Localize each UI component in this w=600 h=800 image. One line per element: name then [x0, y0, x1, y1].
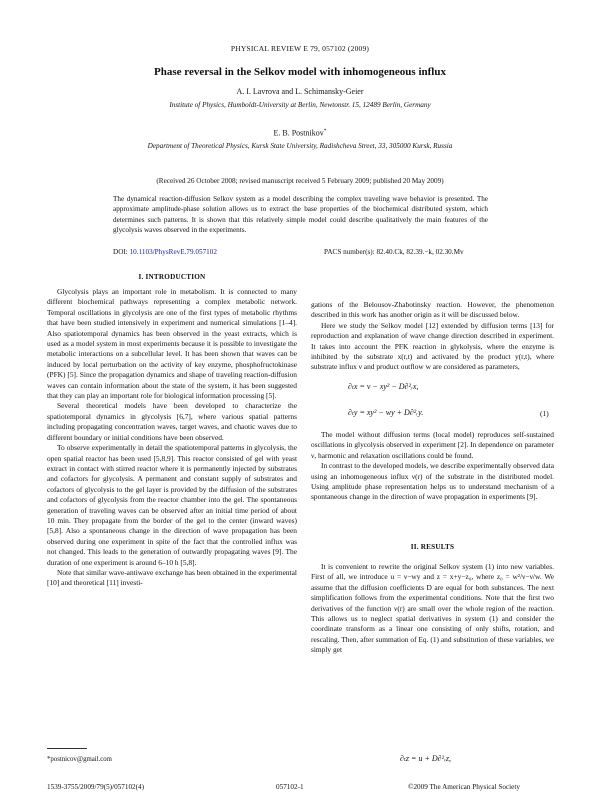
authors-line-2 — [0, 128, 600, 138]
doi-line — [113, 248, 217, 256]
right-column-bottom — [311, 562, 554, 656]
pacs-numbers: PACS number(s): 82.40.Ck, 82.39.−k, 02.30.Mv — [324, 248, 464, 256]
footer-page-number: 057102-1 — [276, 783, 304, 791]
footer-issn: 1539-3755/2009/79(5)/057102(4) — [47, 783, 145, 791]
doi-label: DOI: — [113, 248, 128, 256]
section-heading-introduction: I. INTRODUCTION — [138, 273, 206, 281]
abstract: The dynamical reaction-diffusion Selkov system as a model describing the complex traveling wave behavior is presented. The approximate amplitude-phase solution allows us to extract the base properties of the biochemical distributed system, which determines such patterns. It is shown that this relatively simple model could describe qualitatively the main features of the glycolysis waves observed in the experiments. — [113, 195, 488, 235]
paragraph: In contrast to the developed models, we describe experimentally observed data using an inhomogeneous influx ν(r) of the substrate in the distributed model. Using amplitude phase representation helps us to understand mechanism of a spontaneous change in the direction of wave propagation in experiments [9]. — [311, 461, 554, 502]
paragraph: Here we study the Selkov model [12] extended by diffusion terms [13] for reproduction and explanation of wave change direction described in experiment. It takes into account the PFK reaction in glykolysis, where the enzyme is inhibited by the substrate x(r,t) and activated by the product y(r,t), where substrate influx ν and product outflow w are considered as parameters, — [311, 320, 554, 372]
right-column-top — [311, 300, 554, 373]
equation-1b: ∂ₜy = xy² − wy + D∂²ᵣy. — [348, 408, 424, 417]
paragraph: The model without diffusion terms (local model) reproduces self-sustained oscillations in glycolysis observed in experiment [2]. In dependence on parameter ν, harmonic and relaxation oscillations could be found. — [311, 430, 554, 460]
footnote-rule — [47, 748, 87, 749]
paragraph: Several theoretical models have been developed to characterize the spatiotemporal dynamics in glycolysis [6,7], where various spatial patterns including propagating concentration waves, target waves, and chaotic waves due to different boundary or initial conditions have been observed. — [47, 401, 297, 442]
right-column-middle — [311, 430, 554, 503]
authors-line-1: A. I. Lavrova and L. Schimansky-Geier — [236, 87, 364, 96]
received-dates: (Received 26 October 2008; revised manuscript received 5 February 2009; published 20 May 2009) — [156, 177, 444, 185]
running-head: PHYSICAL REVIEW E 79, 057102 (2009) — [230, 44, 370, 53]
section-heading-results: II. RESULTS — [410, 543, 455, 551]
paragraph: Note that similar wave-antiwave exchange has been obtained in the experimental [10] and theoretical [11] investi- — [47, 567, 297, 588]
doi-link[interactable]: 10.1103/PhysRevE.79.057102 — [129, 248, 217, 256]
affiliation-2: Department of Theoretical Physics, Kursk State University, Radishcheva Street, 33, 305000 Kursk, Russia — [147, 142, 453, 150]
equation-number-1: (1) — [540, 409, 549, 418]
affiliation-1: Institute of Physics, Humboldt-University at Berlin, Newtonstr. 15, 12489 Berlin, Germany — [169, 101, 431, 109]
footer-copyright: ©2009 The American Physical Society — [408, 783, 520, 791]
equation-2: ∂ₜz = u + D∂²ᵣz, — [400, 754, 452, 763]
paragraph: Glycolysis plays an important role in metabolism. It is connected to many different biochemical pathways representing a complex metabolic network. Temporal oscillations in glycolysis are one of the first types of metabolic rhythms that have been studied intensively in experiment and numerical simulations [1–4]. Also spatiotemporal dynamics has been observed in the yeast extracts, which is used as a model system in most experiments because it is possible to investigate the metabolic interactions on a subcellular level. It has been shown that waves can be induced by local perturbation on the activity of key enzyme, phosphofructokinase (PFK) [5]. Since the propagation dynamics and shape of traveling reaction-diffusion waves can contain information about the state of the system, it has been suggested that they can play an important role for biological information processing [5]. — [47, 287, 297, 401]
paper-title: Phase reversal in the Selkov model with inhomogeneous influx — [154, 66, 446, 78]
paragraph: gations of the Belousov-Zhabotinsky reaction. However, the phenomenon described in this work has another origin as it will be discussed below. — [311, 300, 554, 320]
author-name: E. B. Postnikov — [273, 128, 324, 138]
equation-1a: ∂ₜx = ν − xy² − D∂²ᵣx, — [348, 382, 419, 391]
left-column — [47, 287, 297, 589]
footnote: *postnicov@gmail.com — [47, 756, 112, 763]
paragraph: To observe experimentally in detail the spatiotemporal patterns in glycolysis, the open spatial reactor has been used [5,8,9]. This reactor consisted of gel with yeast extract in contact with stirred reactor where it is permanently injected by substrates and cofactors for glycolysis. A permanent and constant supply of substrates and cofactors of glycolysis to the gel layer is provided by the diffusion of the substrates and cofactors of glycolysis from the reactor chamber into the gel. The spontaneous generation of traveling waves can be observed after an initial time period of about 10 min. They propagate from the border of the gel to the center (inward waves) [5,8]. Also a spontaneous change in the direction of wave propagation has been observed during one experiment in spite of the fact that the controlled influx was not changed. This leads to the generation of outwardly propagating waves [9]. The duration of one experiment is around 6–10 h [5,8]. — [47, 443, 297, 567]
paragraph: It is convenient to rewrite the original Selkov system (1) into new variables. First of all, we introduce u = ν−wy and z = x+y−z₀, where z₀ = w²/ν−ν/w. We assume that the diffusion coefficients D are equal for both substances. The next simplification follows from the experimental conditions. Note that the first two derivatives of the function ν(r) are small over the whole region of the reaction. This allows us to neglect spatial derivatives in system (1) and consider the coordinate transform as a linear one consisting of only shifts, rotation, and rescaling. Then, after summation of Eq. (1) and substitution of these variables, we simply get — [311, 562, 554, 655]
corresponding-author-mark: * — [323, 128, 327, 134]
